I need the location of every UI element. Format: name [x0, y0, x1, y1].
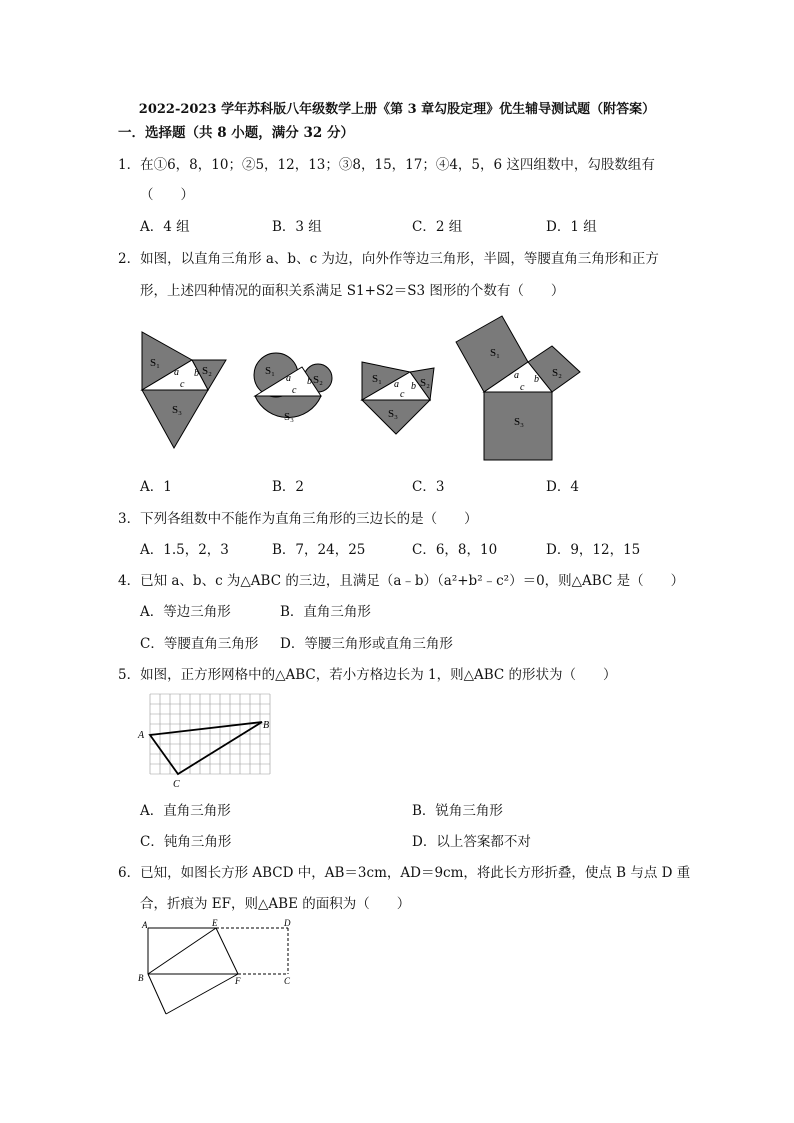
label-s1: S₁: [265, 365, 275, 377]
label-c: c: [292, 385, 297, 396]
label-s2: S₂: [552, 367, 562, 379]
q2-option-a: A．1: [140, 479, 172, 495]
label-s2: S₂: [202, 365, 212, 377]
q1-paren: （ ）: [140, 187, 194, 203]
label-c: C: [284, 976, 291, 986]
label-s2: S₂: [313, 374, 323, 386]
label-s3: S₃: [514, 416, 524, 428]
label-s3: S₃: [284, 411, 294, 423]
q4-stem: 4．已知 a、b、c 为△ABC 的三边，且满足（a﹣b）（a²+b²﹣c²）＝0，则△ABC 是（ ）: [118, 573, 685, 589]
q2-stem-1: 2．如图，以直角三角形 a、b、c 为边，向外作等边三角形，半圆，等腰直角三角形和正方: [118, 251, 659, 267]
q4-option-c: C．等腰直角三角形: [140, 636, 259, 652]
q3-stem: 3．下列各组数中不能作为直角三角形的三边长的是（ ）: [118, 511, 478, 527]
q1-option-c: C．2 组: [412, 219, 463, 235]
label-c: c: [520, 382, 525, 393]
label-e: E: [212, 918, 218, 928]
page-title: 2022-2023 学年苏科版八年级数学上册《第 3 章勾股定理》优生辅导测试题（附答案）: [138, 102, 656, 117]
triangle-abc: [150, 722, 262, 774]
folded-side-2: [166, 974, 238, 1014]
label-s1: S₁: [150, 357, 160, 369]
label-a: A: [142, 920, 148, 930]
figure-isosceles-right-triangles: [358, 356, 438, 438]
label-a: a: [514, 370, 519, 381]
label-b: b: [307, 376, 312, 387]
q1-stem: 1．在①6，8，10；②5，12，13；③8，15，17；④4，5，6 这四组数中，勾股数组有: [118, 157, 655, 173]
q3-option-b: B．7，24，25: [272, 542, 366, 558]
label-s1: S₁: [490, 347, 500, 359]
q4-option-b: B．直角三角形: [280, 604, 371, 620]
label-s2: S₂: [420, 377, 430, 389]
label-c: c: [180, 379, 185, 390]
label-d: D: [284, 918, 291, 928]
label-f: F: [235, 976, 241, 986]
q1-option-a: A．4 组: [140, 219, 190, 235]
label-a: a: [286, 373, 291, 384]
segment-be: [148, 928, 216, 974]
label-s3: S₃: [388, 408, 398, 420]
q3-option-a: A．1.5，2，3: [140, 542, 229, 558]
label-b: b: [194, 368, 199, 379]
q6-stem-1: 6．已知，如图长方形 ABCD 中，AB＝3cm，AD＝9cm，将此长方形折叠，使点 B 与点 D 重: [118, 865, 691, 881]
q1-option-b: B．3 组: [272, 219, 322, 235]
q5-option-c: C．钝角三角形: [140, 834, 232, 850]
figure-semicircles: [250, 350, 340, 434]
label-a: a: [394, 379, 399, 390]
label-c: c: [400, 389, 405, 400]
q6-stem-2: 合，折痕为 EF，则△ABE 的面积为（ ）: [140, 896, 411, 912]
q2-option-c: C．3: [412, 479, 445, 495]
label-b: B: [263, 720, 270, 731]
label-s1: S₁: [372, 373, 382, 385]
label-c: C: [173, 779, 180, 790]
q1-option-d: D．1 组: [546, 219, 597, 235]
q5-stem: 5．如图，正方形网格中的△ABC，若小方格边长为 1，则△ABC 的形状为（ ）: [118, 667, 617, 683]
label-b: b: [534, 374, 539, 385]
q2-option-b: B．2: [272, 479, 305, 495]
figure-equilateral-triangles: [136, 326, 230, 452]
q3-option-d: D．9，12，15: [546, 542, 641, 558]
s3-triangle: [142, 390, 208, 448]
q5-option-d: D．以上答案都不对: [412, 834, 531, 850]
section-heading: 一．选择题（共 8 小题，满分 32 分）: [118, 125, 354, 141]
q5-option-b: B．锐角三角形: [412, 803, 503, 819]
fold-ef: [216, 928, 238, 974]
figure-folded-rectangle: [134, 918, 298, 1020]
figure-grid-triangle: [136, 690, 276, 790]
label-a: A: [138, 730, 145, 741]
label-s3: S₃: [172, 404, 182, 416]
q5-option-a: A．直角三角形: [140, 803, 231, 819]
folded-side-1: [148, 974, 166, 1014]
label-b: b: [411, 381, 416, 392]
q2-stem-2: 形，上述四种情况的面积关系满足 S1+S2＝S3 图形的个数有（ ）: [140, 283, 565, 299]
figure-squares: [452, 312, 584, 464]
q2-option-d: D．4: [546, 479, 579, 495]
label-b: B: [138, 973, 144, 983]
square-grid: [150, 694, 270, 774]
label-a: a: [174, 367, 179, 378]
q3-option-c: C．6，8，10: [412, 542, 498, 558]
q4-option-a: A．等边三角形: [140, 604, 231, 620]
q4-option-d: D．等腰三角形或直角三角形: [280, 636, 453, 652]
